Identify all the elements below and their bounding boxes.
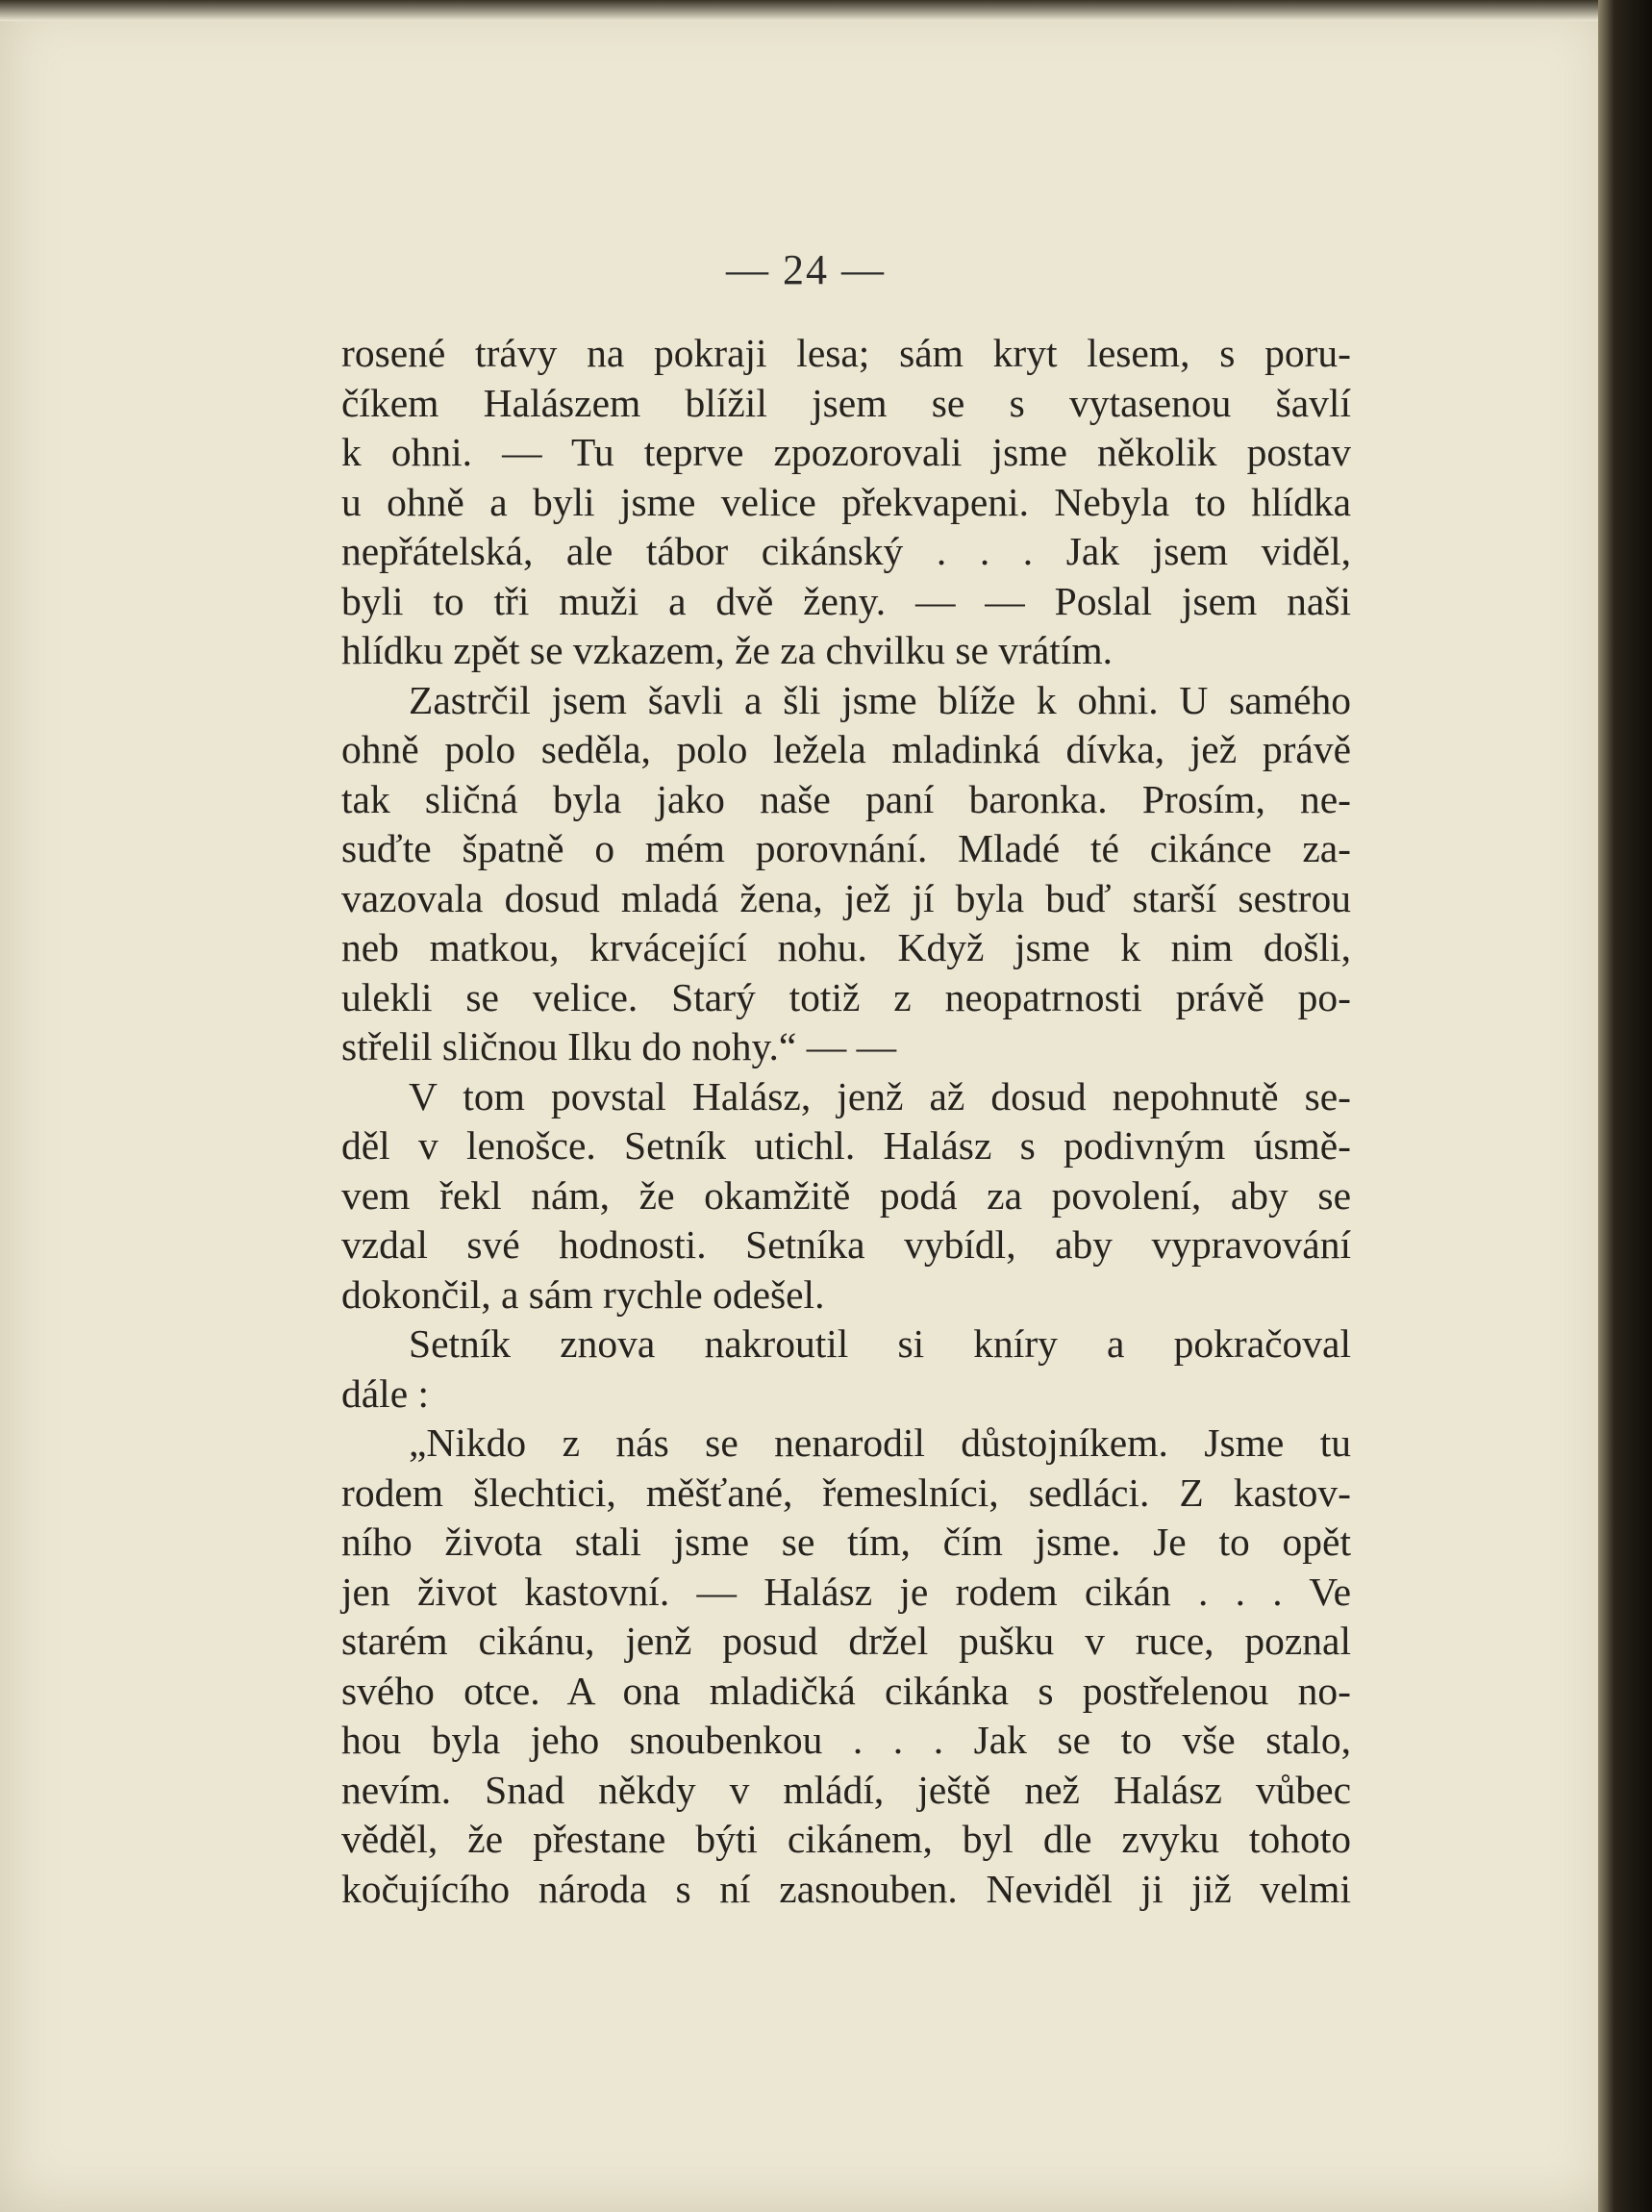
text-line: rosené trávy na pokraji lesa; sám kryt lesem, s poru- xyxy=(341,331,1351,375)
text-line: V tom povstal Halász, jenž až dosud nepohnutě se- xyxy=(409,1073,1351,1119)
book-binding-edge xyxy=(1598,0,1652,2212)
text-line: vazovala dosud mladá žena, jež jí byla buď starší sestrou xyxy=(341,875,1351,920)
text-line: tak sličná byla jako naše paní baronka. Prosím, ne- xyxy=(341,776,1351,821)
text-line: Setník znova nakroutil si kníry a pokračoval xyxy=(409,1321,1351,1366)
text-line: „Nikdo z nás se nenarodil důstojníkem. Jsme tu xyxy=(409,1420,1351,1465)
text-line: starém cikánu, jenž posud držel pušku v ruce, poznal xyxy=(341,1619,1351,1663)
text-line: Zastrčil jsem šavli a šli jsme blíže k ohni. U samého xyxy=(409,677,1351,722)
text-line: ního života stali jsme se tím, čím jsme. Je to opět xyxy=(341,1520,1351,1564)
text-line: neb matkou, krvácející nohu. Když jsme k nim došli, xyxy=(341,925,1351,969)
text-line: byli to tři muži a dvě ženy. — — Poslal jsem naši xyxy=(341,578,1351,623)
text-line: děl v lenošce. Setník utichl. Halász s podivným úsmě- xyxy=(341,1123,1351,1168)
text-line: ohně polo seděla, polo ležela mladinká dívka, jež právě xyxy=(341,727,1351,771)
text-line: nevím. Snad někdy v mládí, ještě než Halász vůbec xyxy=(341,1767,1351,1812)
text-line: k ohni. — Tu teprve zpozorovali jsme několik postav xyxy=(341,430,1351,474)
text-line: ulekli se velice. Starý totiž z neopatrnosti právě po- xyxy=(341,974,1351,1019)
text-line: vem řekl nám, že okamžitě podá za povolení, aby se xyxy=(341,1172,1351,1218)
text-line: hou byla jeho snoubenkou . . . Jak se to vše stalo, xyxy=(341,1718,1351,1762)
body-text xyxy=(341,329,1351,1914)
text-line: u ohně a byli jsme velice překvapeni. Nebyla to hlídka xyxy=(341,479,1351,524)
text-line: rodem šlechtici, měšťané, řemeslníci, sedláci. Z kastov- xyxy=(341,1470,1351,1515)
text-line: dále : xyxy=(341,1370,430,1416)
text-line: dokončil, a sám rychle odešel. xyxy=(341,1271,825,1317)
text-line: jen život kastovní. — Halász je rodem cikán . . . Ve xyxy=(341,1569,1351,1614)
page-number: — 24 — xyxy=(726,246,886,293)
text-line: číkem Halászem blížil jsem se s vytasenou šavlí xyxy=(341,380,1351,425)
text-line: kočujícího národa s ní zasnouben. Neviděl ji již velmi xyxy=(341,1866,1351,1911)
text-line: svého otce. A ona mladičká cikánka s postřelenou no- xyxy=(341,1668,1351,1713)
text-line: hlídku zpět se vzkazem, že za chvilku se vrátím. xyxy=(341,628,1114,672)
text-line: suďte špatně o mém porovnání. Mladé té cikánce za- xyxy=(341,826,1351,870)
text-line: věděl, že přestane býti cikánem, byl dle zvyku tohoto xyxy=(341,1817,1351,1861)
page-top-edge xyxy=(0,0,1612,21)
text-line: vzdal své hodnosti. Setníka vybídl, aby vypravování xyxy=(341,1222,1351,1267)
text-line: nepřátelská, ale tábor cikánský . . . Jak jsem viděl, xyxy=(341,529,1351,573)
text-line: střelil sličnou Ilku do nohy.“ — — xyxy=(341,1024,897,1068)
